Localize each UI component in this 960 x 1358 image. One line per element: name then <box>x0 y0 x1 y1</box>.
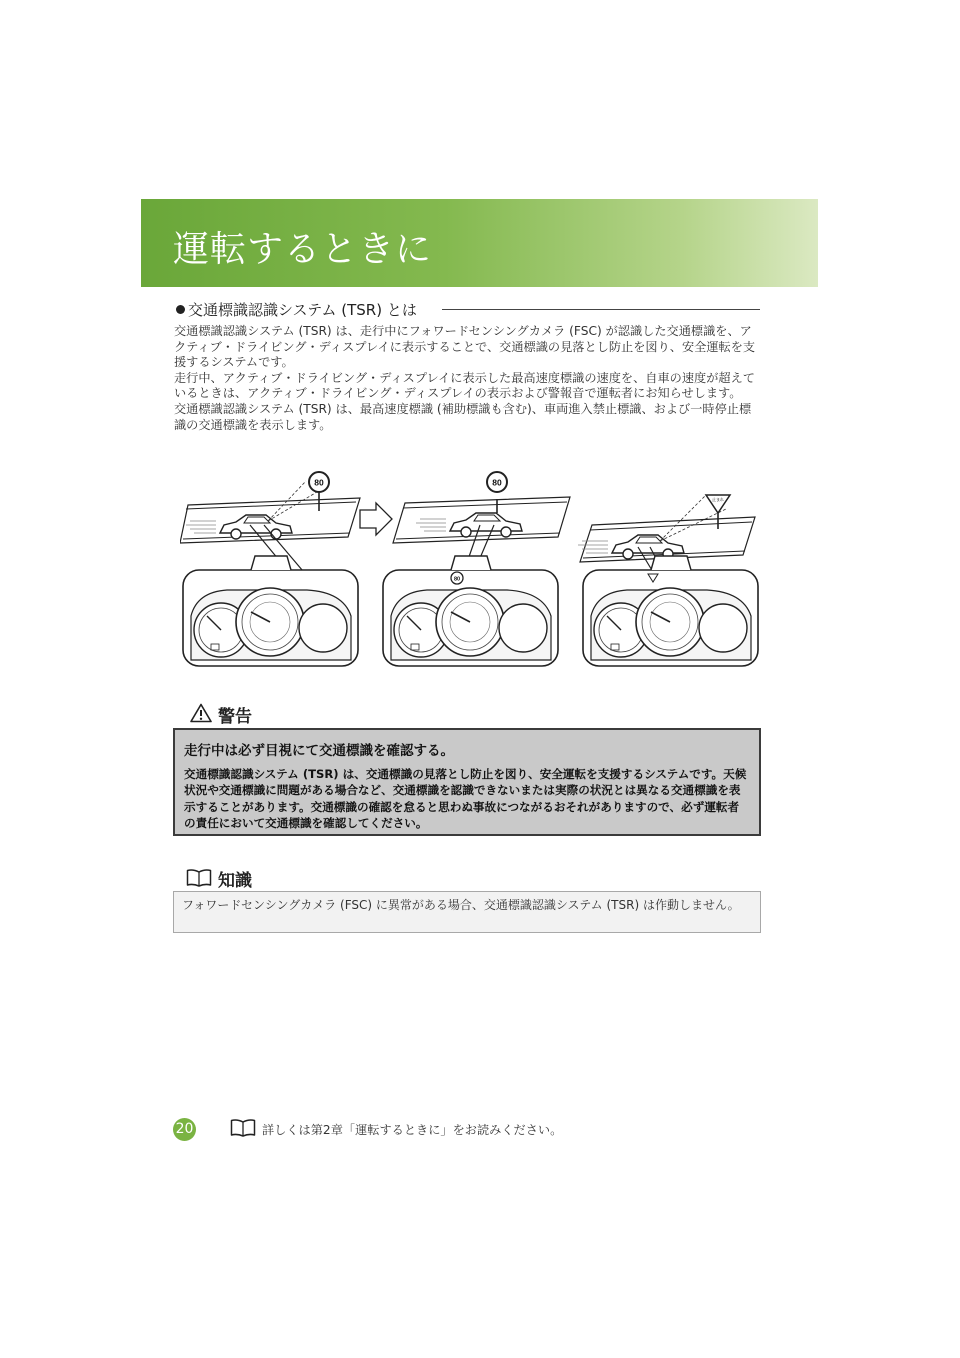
warning-label: 警告 <box>218 707 252 727</box>
scene-1 <box>180 472 360 666</box>
footer-reference: 詳しくは第2章「運転するときに」をお読みください。 <box>262 1123 563 1137</box>
paragraph: 交通標識認識システム (TSR) は、走行中にフォワードセンシングカメラ (FSC) が認識した交通標識を、アクティブ・ドライビング・ディスプレイに表示することで、交通標識の見落とし防止を図り、安全運転を支援するシステムです。 <box>174 324 756 370</box>
display-speed-text: 80 <box>453 576 461 583</box>
paragraph: 交通標識認識システム (TSR) は、最高速度標識 (補助標識も含む)、車両進入禁止標識、および一時停止標識の交通標識を表示します。 <box>174 401 752 432</box>
book-icon <box>186 868 212 888</box>
section-heading <box>176 299 760 321</box>
knowledge-box <box>173 891 761 933</box>
warning-text: 交通標識認識システム (TSR) は、交通標識の見落とし防止を図り、安全運転を支援するシステムです。天候状況や交通標識に問題がある場合など、交通標識を認識できないまたは実際の状況とは異なる交通標識を表示することがあります。交通標識の確認を怠ると思わぬ事故につながるおそれがありますので、必ず運転者の責任において交通標識を確認してください。 <box>184 767 747 831</box>
heading-rule <box>442 309 760 310</box>
page-number: 20 <box>173 1118 196 1141</box>
speed-sign-text: 80 <box>314 477 324 488</box>
warning-title: 走行中は必ず目視にて交通標識を確認する。 <box>184 743 454 759</box>
scene-3 <box>578 495 758 666</box>
body-text <box>174 324 760 433</box>
warning-triangle-icon <box>190 703 212 723</box>
chapter-banner <box>141 199 818 287</box>
warning-box <box>173 728 761 836</box>
scene-2 <box>383 472 570 666</box>
arrow-icon <box>360 503 392 535</box>
speed-sign-text: 80 <box>492 477 502 488</box>
chapter-title: 運転するときに <box>173 229 433 270</box>
tsr-illustration <box>180 465 760 670</box>
paragraph: 走行中、アクティブ・ドライビング・ディスプレイに表示した最高速度標識の速度を、自車の速度が超えているときは、アクティブ・ドライビング・ディスプレイの表示および警報音で運転者にお知らせします。 <box>174 370 755 401</box>
stop-sign-text: 止まれ <box>712 497 724 502</box>
knowledge-text: フォワードセンシングカメラ (FSC) に異常がある場合、交通標識認識システム (TSR) は作動しません。 <box>182 898 740 912</box>
bullet-icon <box>176 305 185 314</box>
book-icon <box>230 1118 256 1138</box>
section-title: 交通標識認識システム (TSR) とは <box>188 301 417 319</box>
knowledge-label: 知識 <box>218 871 252 891</box>
